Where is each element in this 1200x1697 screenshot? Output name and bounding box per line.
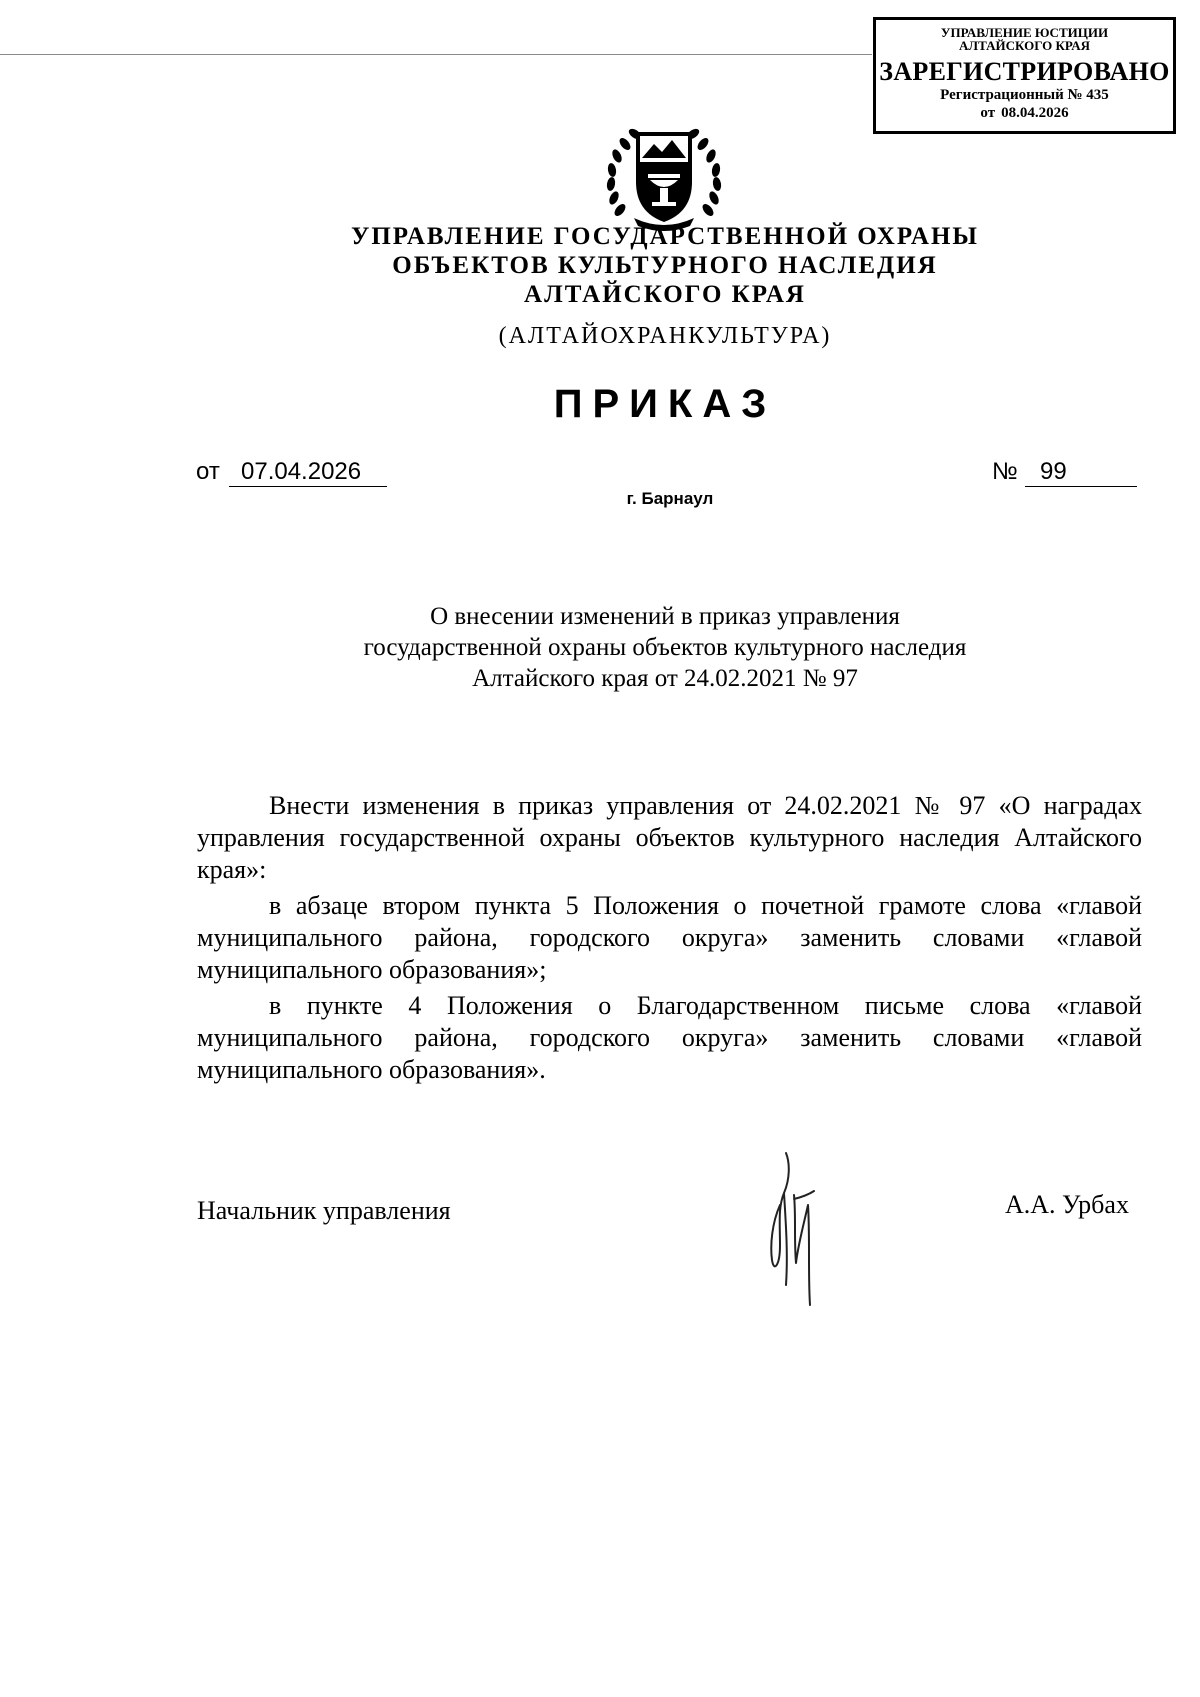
subject-line-1: О внесении изменений в приказ управления — [430, 603, 900, 630]
body-paragraph-2: в абзаце втором пункта 5 Положения о почетной грамоте слова «главой муниципального района, городского округа» заменить словами «главой муниципального образования»; — [197, 891, 1142, 984]
document-body — [197, 790, 1142, 1090]
registration-stamp — [873, 17, 1176, 134]
stamp-title: ЗАРЕГИСТРИРОВАНО — [879, 57, 1170, 86]
document-subject — [300, 601, 1030, 694]
handwritten-signature — [750, 1145, 825, 1310]
number-prefix: № — [992, 458, 1018, 485]
subject-line-3: Алтайского края от 24.02.2021 № 97 — [472, 665, 858, 692]
body-paragraph-3: в пункте 4 Положения о Благодарственном письме слова «главой муниципального района, городского округа» заменить словами «главой муниципального образования». — [197, 991, 1142, 1084]
signatory-name: А.А. Урбах — [1005, 1190, 1129, 1219]
header-org-line-3: АЛТАЙСКОГО КРАЯ — [524, 281, 806, 308]
subject-line-2: государственной охраны объектов культурного наследия — [363, 634, 967, 661]
body-paragraph-1: Внести изменения в приказ управления от 24.02.2021 № 97 «О наградах управления государственной охраны объектов культурного наследия Алтайского края»: — [197, 791, 1142, 884]
document-type: ПРИКАЗ — [553, 382, 777, 426]
stamp-reg-number: Регистрационный № 435 — [940, 87, 1109, 103]
header-org-line-1: УПРАВЛЕНИЕ ГОСУДАРСТВЕННОЙ ОХРАНЫ — [351, 223, 979, 250]
header-org-line-2: ОБЪЕКТОВ КУЛЬТУРНОГО НАСЛЕДИЯ — [392, 252, 938, 279]
stamp-reg-date-prefix: от — [980, 105, 996, 121]
document-number: 99 — [1025, 458, 1137, 487]
date-prefix: от — [196, 458, 220, 485]
header-org-short: (АЛТАЙОХРАНКУЛЬТУРА) — [498, 323, 832, 349]
stamp-reg-date-line — [876, 104, 1173, 122]
signatory-position: Начальник управления — [197, 1196, 451, 1225]
stamp-org-line-2: АЛТАЙСКОГО КРАЯ — [959, 38, 1090, 53]
altai-krai-coat-of-arms-icon — [604, 118, 724, 236]
stamp-reg-date: 08.04.2026 — [1001, 105, 1069, 121]
stamp-org-line-1: УПРАВЛЕНИЕ ЮСТИЦИИ — [940, 25, 1109, 40]
scan-border-line — [0, 54, 872, 55]
document-date: 07.04.2026 — [229, 458, 387, 487]
city: г. Барнаул — [626, 489, 714, 508]
